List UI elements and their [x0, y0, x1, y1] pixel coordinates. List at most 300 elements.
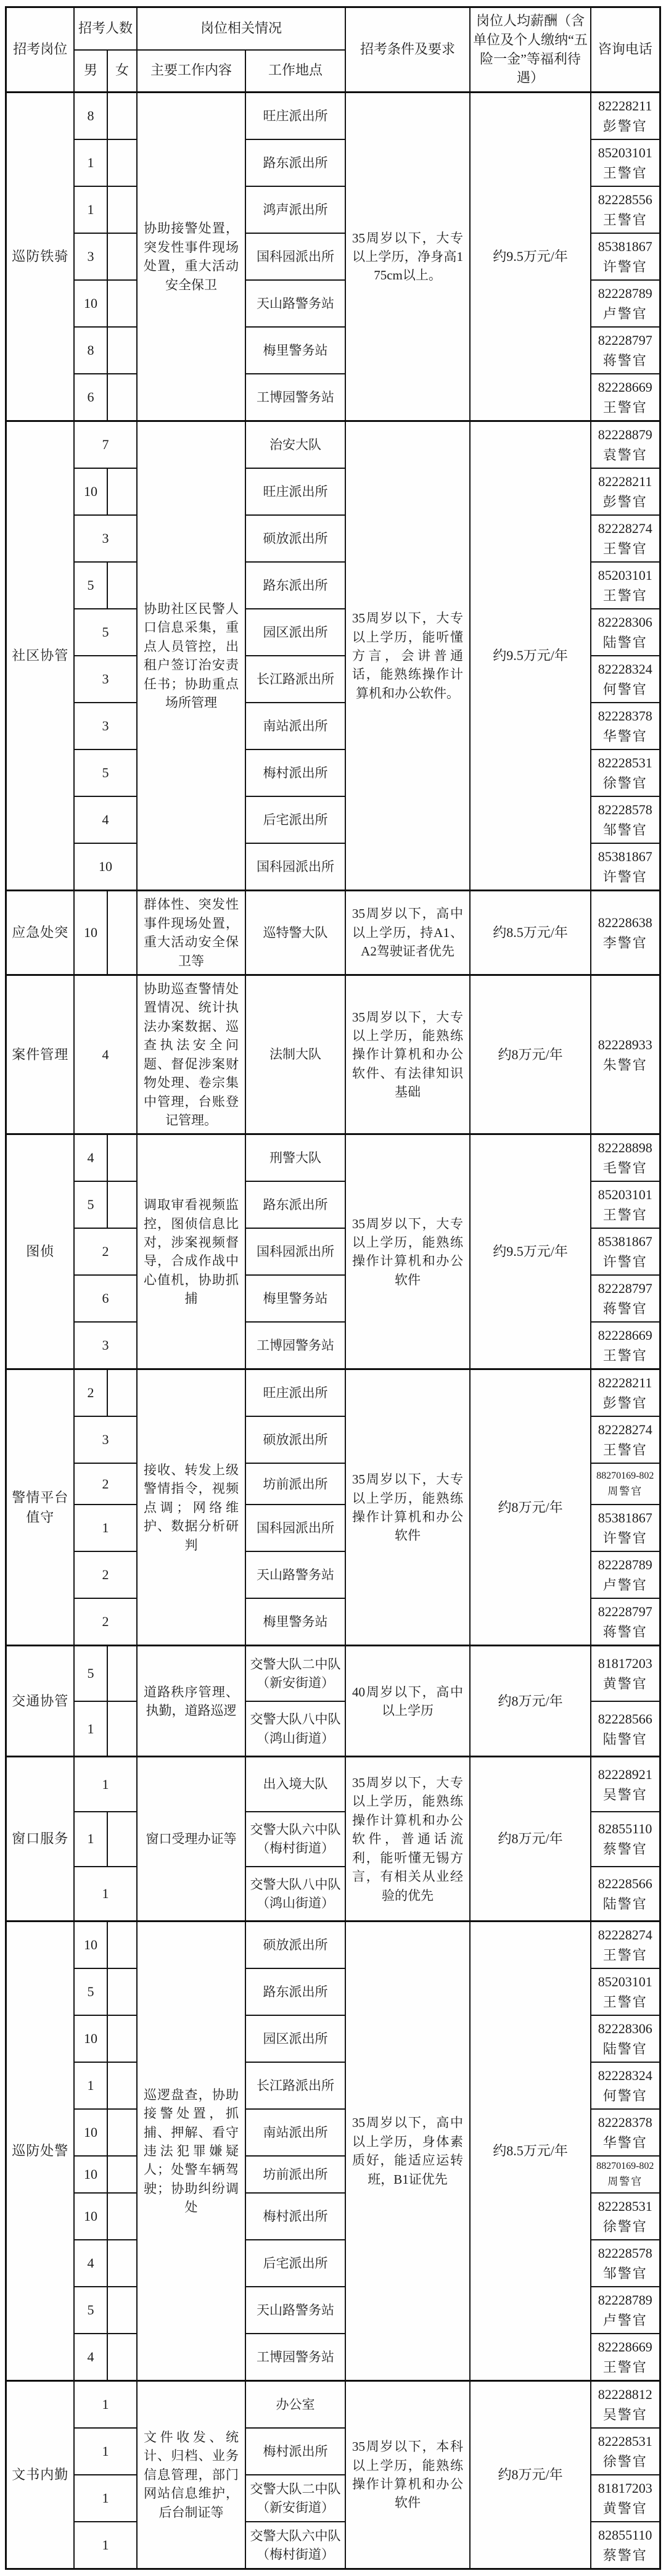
officer-name: 彭警官 [602, 494, 648, 510]
phone-number: 85203101 [598, 145, 652, 161]
header-female: 女 [107, 50, 137, 93]
officer-name: 陆警官 [602, 1896, 648, 1912]
female-count-cell [107, 891, 137, 975]
officer-name: 邹警官 [602, 2265, 648, 2281]
table-row [6, 1134, 660, 1182]
officer-name: 蔡警官 [602, 2547, 648, 2563]
male-count-cell: 4 [74, 1134, 107, 1182]
male-count-cell: 8 [74, 327, 107, 374]
count-cell: 5 [74, 609, 137, 656]
officer-name: 卢警官 [602, 306, 648, 322]
location-cell: 天山路警务站 [245, 2287, 345, 2334]
officer-name: 许警官 [602, 259, 648, 275]
male-count-cell: 10 [74, 2156, 107, 2193]
phone-number: 82228378 [598, 2115, 652, 2131]
phone-number: 82228921 [598, 1766, 652, 1782]
post-name-cell: 窗口服务 [6, 1757, 74, 1922]
table-row [6, 1922, 660, 1969]
header-row-1 [6, 7, 660, 50]
phone-number: 82228933 [598, 1036, 652, 1052]
post-name-cell: 案件管理 [6, 975, 74, 1134]
phone-cell [591, 1867, 660, 1922]
count-cell: 3 [74, 656, 137, 703]
location-cell: 巡特警大队 [245, 891, 345, 975]
header-phone: 咨询电话 [591, 7, 660, 93]
officer-name: 徐警官 [602, 2218, 648, 2234]
phone-cell [591, 1598, 660, 1646]
phone-number: 82228556 [598, 192, 652, 208]
phone-cell [591, 1134, 660, 1182]
location-cell: 法制大队 [245, 975, 345, 1134]
officer-name: 蒋警官 [602, 1301, 648, 1317]
location-cell: 坊前派出所 [245, 1463, 345, 1505]
salary-cell: 约9.5万元/年 [470, 421, 591, 891]
officer-name: 华警官 [602, 729, 648, 745]
count-cell: 1 [74, 2475, 137, 2522]
location-cell: 刑警大队 [245, 1134, 345, 1182]
phone-cell [591, 1757, 660, 1812]
male-count-cell: 10 [74, 2015, 107, 2062]
phone-number: 82228211 [598, 474, 652, 490]
post-name-cell: 警情平台值守 [6, 1369, 74, 1646]
officer-name: 王警官 [602, 400, 648, 416]
phone-number: 82228797 [598, 332, 652, 349]
header-salary: 岗位人均薪酬（含单位及个人缴纳“五险一金”等福利待遇） [470, 7, 591, 93]
header-duties: 主要工作内容 [137, 50, 245, 93]
count-cell: 1 [74, 2522, 137, 2569]
phone-cell [591, 280, 660, 327]
location-cell: 交警大队八中队（鸿山街道） [245, 1867, 345, 1922]
male-count-cell: 1 [74, 186, 107, 233]
count-cell: 3 [74, 1416, 137, 1463]
female-count-cell [107, 1181, 137, 1228]
phone-number: 82228378 [598, 708, 652, 724]
location-cell: 梅里警务站 [245, 1598, 345, 1646]
phone-number: 82228531 [598, 755, 652, 771]
requirements-cell: 40周岁以下，高中以上学历 [345, 1646, 470, 1757]
male-count-cell: 10 [74, 280, 107, 327]
table-header [6, 7, 660, 93]
officer-name: 王警官 [602, 1348, 648, 1364]
count-cell: 2 [74, 1598, 137, 1646]
salary-cell: 约8.5万元/年 [470, 1922, 591, 2381]
phone-cell [591, 1369, 660, 1417]
officer-name: 卢警官 [602, 2312, 648, 2328]
duties-cell: 协助巡查警情处置情况、统计执法办案数据、巡查执法安全问题、督促涉案财物处理、卷宗集中管理，台账登记管理。 [137, 975, 245, 1134]
officer-name: 王警官 [602, 588, 648, 604]
phone-cell [591, 2522, 660, 2569]
female-count-cell [107, 2334, 137, 2381]
officer-name: 彭警官 [602, 118, 648, 134]
male-count-cell: 1 [74, 1812, 107, 1867]
officer-name: 陆警官 [602, 1731, 648, 1747]
location-cell: 国科园派出所 [245, 1228, 345, 1275]
officer-name: 蒋警官 [602, 353, 648, 369]
phone-number: 82228324 [598, 661, 652, 677]
phone-number: 82228531 [598, 2433, 652, 2449]
phone-cell [591, 1228, 660, 1275]
duties-cell: 巡逻盘查，协助接警处置，抓捕、押解、看守违法犯罪嫌疑人；处警车辆驾驶；协助纠纷调处 [137, 1922, 245, 2381]
location-cell: 路东派出所 [245, 1181, 345, 1228]
phone-cell [591, 2062, 660, 2109]
phone-cell [591, 796, 660, 843]
phone-number: 82228531 [598, 2198, 652, 2214]
phone-cell [591, 1505, 660, 1551]
count-cell: 1 [74, 1867, 137, 1922]
location-cell: 办公室 [245, 2380, 345, 2428]
phone-number: 82228669 [598, 1327, 652, 1344]
officer-name: 毛警官 [602, 1160, 648, 1176]
female-count-cell [107, 1646, 137, 1701]
post-name-cell: 社区协管 [6, 421, 74, 891]
female-count-cell [107, 327, 137, 374]
location-cell: 交警大队六中队（梅村街道） [245, 1812, 345, 1867]
male-count-cell: 10 [74, 891, 107, 975]
phone-cell [591, 515, 660, 562]
count-cell: 2 [74, 1228, 137, 1275]
location-cell: 梅村派出所 [245, 2428, 345, 2475]
officer-name: 许警官 [602, 1530, 648, 1546]
duties-cell: 协助接警处置，突发性事件现场处置，重大活动安全保卫 [137, 93, 245, 421]
duties-cell: 协助社区民警人口信息采集，重点人员管控，出租户签订治安责任书；协助重点场所管理 [137, 421, 245, 891]
count-cell: 7 [74, 421, 137, 469]
male-count-cell: 10 [74, 2193, 107, 2240]
phone-cell [591, 2156, 660, 2193]
female-count-cell [107, 139, 137, 186]
officer-name: 吴警官 [602, 2406, 648, 2422]
officer-name: 吴警官 [602, 1786, 648, 1802]
phone-number: 82228879 [598, 427, 652, 443]
phone-cell [591, 1701, 660, 1757]
location-cell: 梅里警务站 [245, 1275, 345, 1322]
requirements-cell: 35周岁以下，大专以上学历，净身高175cm以上。 [345, 93, 470, 421]
count-cell: 10 [74, 843, 137, 891]
officer-name: 王警官 [602, 541, 648, 557]
salary-cell: 约8万元/年 [470, 1646, 591, 1757]
location-cell: 交警大队二中队（新安街道） [245, 2475, 345, 2522]
location-cell: 出入境大队 [245, 1757, 345, 1812]
officer-name: 王警官 [602, 212, 648, 228]
salary-cell: 约8.5万元/年 [470, 891, 591, 975]
location-cell: 国科园派出所 [245, 233, 345, 280]
phone-number: 82228789 [598, 286, 652, 302]
female-count-cell [107, 1812, 137, 1867]
phone-cell [591, 1463, 660, 1505]
phone-cell [591, 2015, 660, 2062]
phone-number: 82228578 [598, 2245, 652, 2261]
requirements-cell: 35周岁以下，高中以上学历，身体素质好，能适应运转班，B1证优先 [345, 1922, 470, 2381]
phone-number: 82228669 [598, 379, 652, 395]
location-cell: 路东派出所 [245, 1968, 345, 2015]
phone-number: 82228638 [598, 915, 652, 931]
phone-cell [591, 2334, 660, 2381]
location-cell: 旺庄派出所 [245, 468, 345, 515]
location-cell: 后宅派出所 [245, 2240, 345, 2287]
location-cell: 旺庄派出所 [245, 1369, 345, 1417]
officer-name: 朱警官 [602, 1057, 648, 1073]
female-count-cell [107, 562, 137, 609]
location-cell: 工博园警务站 [245, 374, 345, 421]
male-count-cell: 3 [74, 233, 107, 280]
phone-number: 81817203 [598, 2480, 652, 2496]
officer-name: 袁警官 [602, 447, 648, 463]
count-cell: 3 [74, 1322, 137, 1369]
phone-number: 82228324 [598, 2068, 652, 2084]
phone-number: 85381867 [598, 849, 652, 865]
location-cell: 交警大队六中队（梅村街道） [245, 2522, 345, 2569]
phone-cell [591, 2109, 660, 2156]
salary-cell: 约8万元/年 [470, 1369, 591, 1646]
officer-name: 何警官 [602, 2088, 648, 2104]
table-row [6, 421, 660, 469]
location-cell: 长江路派出所 [245, 2062, 345, 2109]
male-count-cell: 1 [74, 1701, 107, 1757]
location-cell: 梅村派出所 [245, 2193, 345, 2240]
officer-name: 华警官 [602, 2135, 648, 2151]
location-cell: 交警大队八中队（鸿山街道） [245, 1701, 345, 1757]
phone-number: 85381867 [598, 239, 652, 255]
phone-number: 82228898 [598, 1140, 652, 1156]
table-row [6, 93, 660, 140]
table-row [6, 1646, 660, 1701]
post-name-cell: 应急处突 [6, 891, 74, 975]
phone-cell [591, 2428, 660, 2475]
female-count-cell [107, 2240, 137, 2287]
location-cell: 旺庄派出所 [245, 93, 345, 140]
header-post: 招考岗位 [6, 7, 74, 93]
phone-number: 82228797 [598, 1281, 652, 1297]
duties-cell: 道路秩序管理、执勤，道路巡逻 [137, 1646, 245, 1757]
phone-cell [591, 891, 660, 975]
location-cell: 治安大队 [245, 421, 345, 469]
phone-cell [591, 374, 660, 421]
header-male: 男 [74, 50, 107, 93]
female-count-cell [107, 1134, 137, 1182]
post-name-cell: 巡防处警 [6, 1922, 74, 2381]
male-count-cell: 5 [74, 1646, 107, 1701]
phone-cell [591, 1812, 660, 1867]
table-row [6, 1369, 660, 1417]
male-count-cell: 1 [74, 2062, 107, 2109]
count-cell: 5 [74, 749, 137, 796]
female-count-cell [107, 1701, 137, 1757]
location-cell: 南站派出所 [245, 703, 345, 749]
officer-name: 徐警官 [602, 775, 648, 791]
recruitment-table [5, 6, 660, 2570]
officer-name: 陆警官 [602, 2041, 648, 2057]
location-cell: 硕放派出所 [245, 515, 345, 562]
location-cell: 路东派出所 [245, 562, 345, 609]
location-cell: 天山路警务站 [245, 280, 345, 327]
phone-number: 82228274 [598, 1422, 652, 1438]
female-count-cell [107, 1369, 137, 1417]
female-count-cell [107, 2015, 137, 2062]
officer-name: 李警官 [602, 935, 648, 951]
count-cell: 2 [74, 1551, 137, 1598]
male-count-cell: 4 [74, 2334, 107, 2381]
phone-number: 82228306 [598, 2021, 652, 2037]
phone-number: 82228789 [598, 2292, 652, 2308]
phone-number: 82228789 [598, 1557, 652, 1573]
phone-cell [591, 609, 660, 656]
officer-name: 彭警官 [602, 1395, 648, 1411]
phone-number: 82228274 [598, 521, 652, 537]
post-name-cell: 巡防铁骑 [6, 93, 74, 421]
phone-cell [591, 93, 660, 140]
phone-cell [591, 1646, 660, 1701]
phone-cell [591, 1275, 660, 1322]
phone-cell [591, 1968, 660, 2015]
phone-cell [591, 1416, 660, 1463]
female-count-cell [107, 280, 137, 327]
count-cell: 3 [74, 515, 137, 562]
male-count-cell: 10 [74, 468, 107, 515]
male-count-cell: 5 [74, 2287, 107, 2334]
phone-cell [591, 2240, 660, 2287]
location-cell: 坊前派出所 [245, 2156, 345, 2193]
requirements-cell: 35周岁以下，高中以上学历，持A1、A2驾驶证者优先 [345, 891, 470, 975]
salary-cell: 约9.5万元/年 [470, 93, 591, 421]
location-cell: 路东派出所 [245, 139, 345, 186]
count-cell: 4 [74, 975, 137, 1134]
officer-name: 王警官 [602, 2359, 648, 2375]
duties-cell: 窗口受理办证等 [137, 1757, 245, 1922]
officer-name: 黄警官 [602, 2500, 648, 2516]
phone-cell [591, 1551, 660, 1598]
location-cell: 梅里警务站 [245, 327, 345, 374]
female-count-cell [107, 233, 137, 280]
officer-name: 王警官 [602, 165, 648, 181]
phone-number: 82855110 [598, 1821, 652, 1837]
officer-name: 王警官 [602, 1994, 648, 2010]
officer-name: 王警官 [602, 1442, 648, 1458]
phone-cell [591, 2380, 660, 2428]
duties-cell: 群体性、突发性事件现场处置，重大活动安全保卫等 [137, 891, 245, 975]
phone-cell [591, 562, 660, 609]
requirements-cell: 35周岁以下，本科以上学历，能熟练操作计算机和办公软件 [345, 2380, 470, 2569]
officer-name: 许警官 [602, 869, 648, 885]
requirements-cell: 35周岁以下，大专以上学历，能熟练操作计算机和办公软件、有法律知识基础 [345, 975, 470, 1134]
count-cell: 6 [74, 1275, 137, 1322]
phone-cell [591, 233, 660, 280]
salary-cell: 约8万元/年 [470, 975, 591, 1134]
officer-name: 王警官 [602, 1207, 648, 1223]
phone-number: 82228211 [598, 98, 652, 114]
male-count-cell: 10 [74, 2109, 107, 2156]
officer-name: 黄警官 [602, 1676, 648, 1692]
phone-cell [591, 749, 660, 796]
header-info-group: 岗位相关情况 [137, 7, 345, 50]
female-count-cell [107, 2193, 137, 2240]
location-cell: 硕放派出所 [245, 1416, 345, 1463]
officer-name: 卢警官 [602, 1577, 648, 1593]
phone-cell [591, 2475, 660, 2522]
table-row [6, 891, 660, 975]
location-cell: 天山路警务站 [245, 1551, 345, 1598]
duties-cell: 接收、转发上级警情指令，视频点调；网络维护、数据分析研判 [137, 1369, 245, 1646]
post-name-cell: 交通协管 [6, 1646, 74, 1757]
phone-cell [591, 2193, 660, 2240]
phone-number: 85381867 [598, 1234, 652, 1250]
salary-cell: 约8万元/年 [470, 1757, 591, 1922]
officer-name: 邹警官 [602, 822, 648, 838]
count-cell: 1 [74, 1505, 137, 1551]
location-cell: 国科园派出所 [245, 1505, 345, 1551]
female-count-cell [107, 2109, 137, 2156]
location-cell: 工博园警务站 [245, 2334, 345, 2381]
location-cell: 鸿声派出所 [245, 186, 345, 233]
officer-name: 何警官 [602, 682, 648, 698]
male-count-cell: 1 [74, 139, 107, 186]
male-count-cell: 8 [74, 93, 107, 140]
header-count-group: 招考人数 [74, 7, 137, 50]
requirements-cell: 35周岁以下，大专以上学历，能熟练操作计算机和办公软件，普通话流利，能听懂无锡方言，有相关从业经验的优先 [345, 1757, 470, 1922]
location-cell: 园区派出所 [245, 2015, 345, 2062]
count-cell: 3 [74, 703, 137, 749]
female-count-cell [107, 186, 137, 233]
location-cell: 梅村派出所 [245, 749, 345, 796]
officer-name: 周警官 [607, 1485, 643, 1498]
count-cell: 1 [74, 1757, 137, 1812]
male-count-cell: 5 [74, 562, 107, 609]
phone-number: 81817203 [598, 1656, 652, 1672]
phone-cell [591, 468, 660, 515]
salary-cell: 约8万元/年 [470, 2380, 591, 2569]
phone-number: 82228211 [598, 1375, 652, 1391]
location-cell: 南站派出所 [245, 2109, 345, 2156]
table-row [6, 1757, 660, 1812]
officer-name: 蔡警官 [602, 1841, 648, 1857]
officer-name: 陆警官 [602, 635, 648, 651]
phone-cell [591, 656, 660, 703]
phone-number: 85203101 [598, 1974, 652, 1990]
count-cell: 2 [74, 1463, 137, 1505]
phone-cell [591, 1322, 660, 1369]
female-count-cell [107, 2062, 137, 2109]
duties-cell: 文件收发、统计、归档、业务信息管理，部门网站信息维护，后台制证等 [137, 2380, 245, 2569]
male-count-cell: 4 [74, 2240, 107, 2287]
salary-cell: 约9.5万元/年 [470, 1134, 591, 1369]
female-count-cell [107, 468, 137, 515]
officer-name: 徐警官 [602, 2453, 648, 2469]
male-count-cell: 5 [74, 1968, 107, 2015]
post-name-cell: 文书内勤 [6, 2380, 74, 2569]
phone-number: 82228306 [598, 614, 652, 630]
table-row [6, 975, 660, 1134]
requirements-cell: 35周岁以下，大专以上学历，能听懂方言，会讲普通话，能熟练操作计算机和办公软件。 [345, 421, 470, 891]
female-count-cell [107, 1968, 137, 2015]
table-body [6, 93, 660, 2569]
phone-cell [591, 843, 660, 891]
phone-number: 88270169-802 [596, 2161, 654, 2172]
male-count-cell: 2 [74, 1369, 107, 1417]
requirements-cell: 35周岁以下，大专以上学历，能熟练操作计算机和办公软件 [345, 1369, 470, 1646]
phone-number: 85203101 [598, 568, 652, 584]
phone-number: 82855110 [598, 2527, 652, 2543]
male-count-cell: 5 [74, 1181, 107, 1228]
header-requirements: 招考条件及要求 [345, 7, 470, 93]
header-location: 工作地点 [245, 50, 345, 93]
phone-cell [591, 327, 660, 374]
phone-number: 82228812 [598, 2386, 652, 2402]
phone-number: 85203101 [598, 1187, 652, 1203]
phone-number: 88270169-802 [596, 1471, 654, 1482]
location-cell: 交警大队二中队（新安街道） [245, 1646, 345, 1701]
phone-cell [591, 1922, 660, 1969]
officer-name: 蒋警官 [602, 1624, 648, 1640]
table-row [6, 2380, 660, 2428]
phone-number: 82228578 [598, 802, 652, 818]
